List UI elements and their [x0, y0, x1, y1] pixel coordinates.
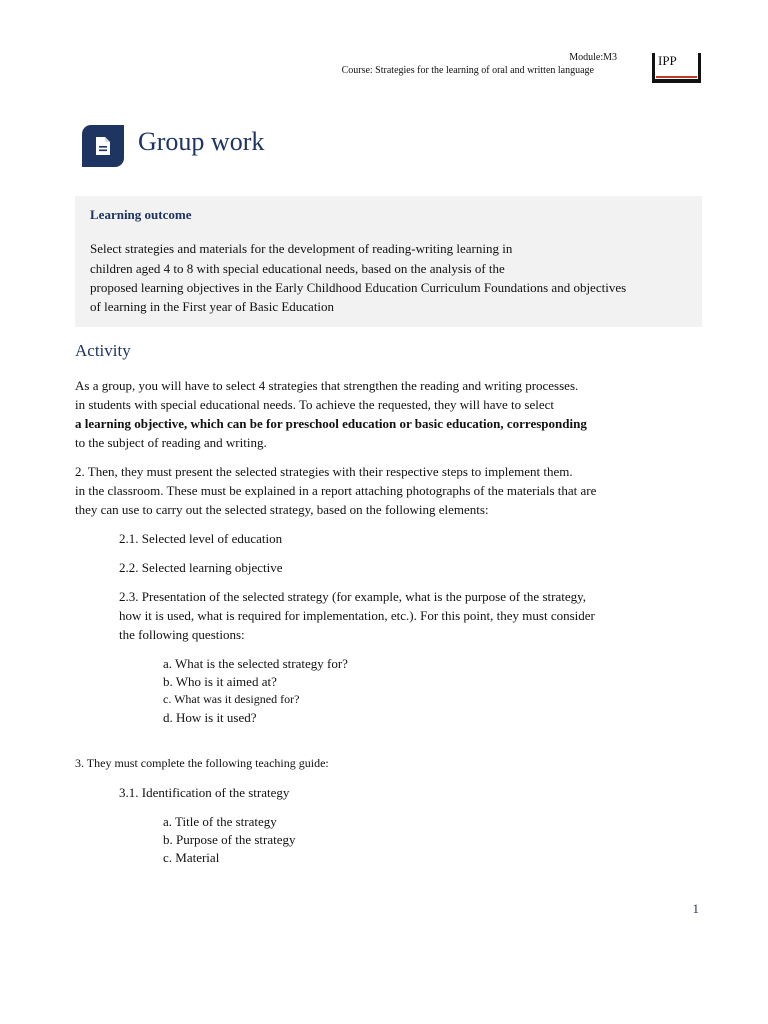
activity-p1-line-bold: a learning objective, which can be for preschool education or basic education, corresponding: [75, 416, 587, 431]
question-item: a. What is the selected strategy for?: [163, 656, 348, 671]
sub-item: c. Material: [163, 850, 220, 865]
learning-outcome-heading: Learning outcome: [90, 207, 192, 222]
activity-heading: Activity: [75, 341, 131, 360]
header-course: Course: Strategies for the learning of oral and written language: [341, 65, 594, 76]
list-item-continuation: how it is used, what is required for implementation, etc.). For this point, they must consider: [119, 608, 595, 623]
learning-outcome-box: [75, 196, 702, 327]
learning-outcome-line: Select strategies and materials for the development of reading-writing learning in: [90, 241, 513, 256]
list-item-continuation: the following questions:: [119, 627, 245, 642]
activity-p1-line: As a group, you will have to select 4 strategies that strengthen the reading and writing processes.: [75, 378, 579, 393]
list-item: 3.1. Identification of the strategy: [119, 785, 290, 800]
learning-outcome-line: children aged 4 to 8 with special educational needs, based on the analysis of the: [90, 261, 505, 276]
header-module: Module:M3: [569, 52, 617, 63]
page-title: Group work: [138, 127, 265, 156]
activity-p2-line: in the classroom. These must be explained in a report attaching photographs of the materials that are: [75, 483, 597, 498]
list-item: 2.1. Selected level of education: [119, 531, 283, 546]
document-icon: [82, 125, 124, 167]
question-item: d. How is it used?: [163, 710, 257, 725]
activity-p2-line: they can use to carry out the selected strategy, based on the following elements:: [75, 502, 489, 517]
page-number: 1: [692, 901, 699, 916]
question-item: c. What was it designed for?: [163, 692, 300, 706]
activity-p3: 3. They must complete the following teaching guide:: [75, 756, 329, 770]
sub-item: a. Title of the strategy: [163, 814, 277, 829]
list-item: 2.3. Presentation of the selected strategy (for example, what is the purpose of the strategy,: [119, 589, 587, 604]
learning-outcome-line: proposed learning objectives in the Early Childhood Education Curriculum Foundations and objectives: [90, 280, 627, 295]
sub-item: b. Purpose of the strategy: [163, 832, 296, 847]
activity-p1-line: in students with special educational needs. To achieve the requested, they will have to select: [75, 397, 554, 412]
question-item: b. Who is it aimed at?: [163, 674, 277, 689]
ipp-logo: [652, 53, 701, 83]
learning-outcome-line: of learning in the First year of Basic Education: [90, 299, 335, 314]
logo-text: IPP: [658, 53, 677, 68]
activity-p1-line: to the subject of reading and writing.: [75, 435, 267, 450]
list-item: 2.2. Selected learning objective: [119, 560, 283, 575]
activity-p2-line: 2. Then, they must present the selected strategies with their respective steps to implement them.: [75, 464, 573, 479]
